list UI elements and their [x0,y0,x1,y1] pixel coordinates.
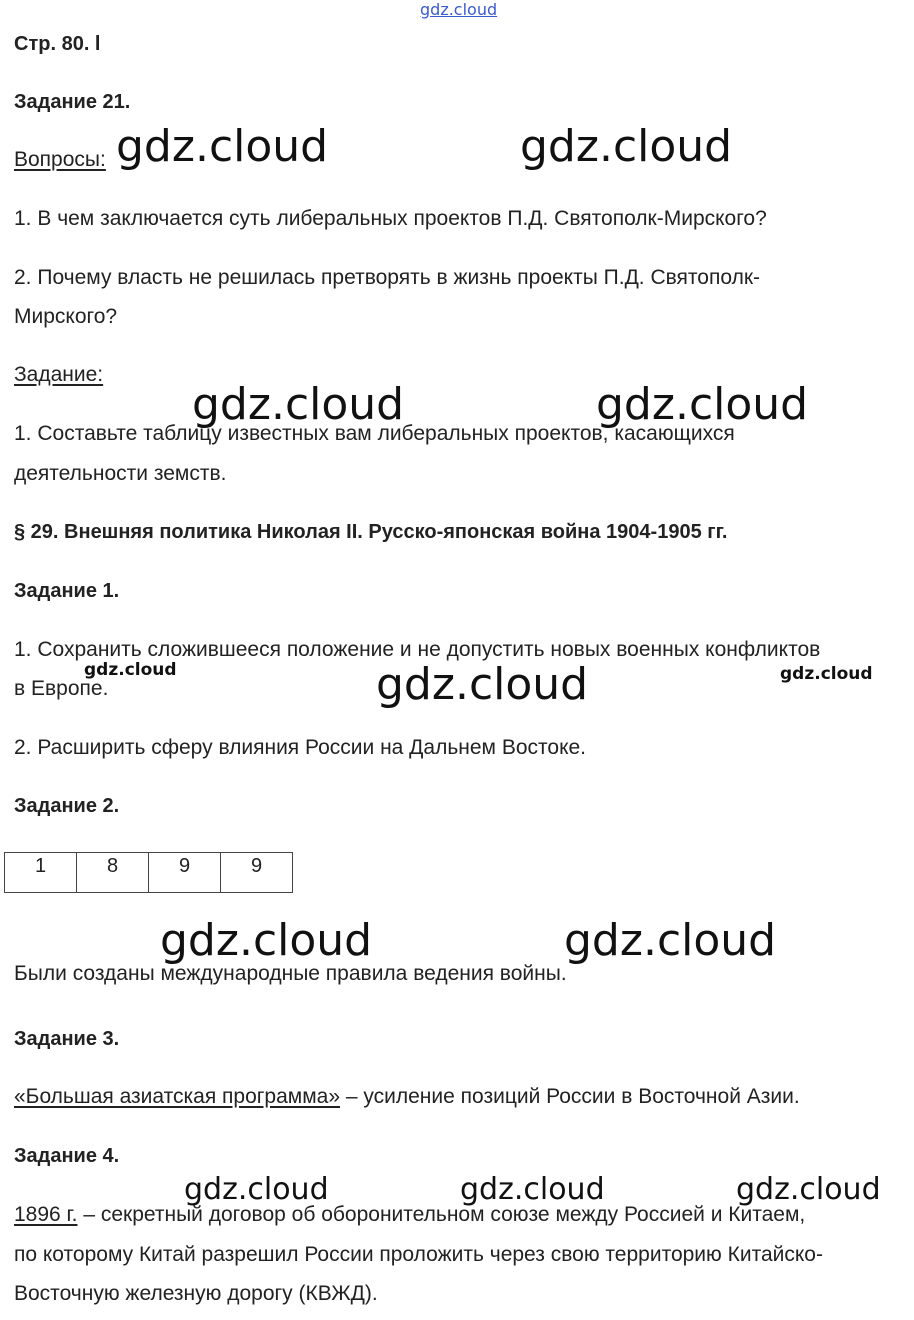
task-1-title: Задание 1. [14,580,120,602]
answer-1-line-1: 1. Сохранить сложившееся положение и не допустить новых военных конфликтов [14,638,821,661]
task-4-line-2: по которому Китай разрешил России проложить через свою территорию Китайско- [14,1243,823,1266]
digit-cell: 1 [5,853,77,893]
watermark: gdz.cloud [780,664,873,684]
watermark: gdz.cloud [116,121,329,172]
watermark-top: gdz.cloud [420,0,498,19]
task-2-title: Задание 2. [14,795,120,817]
watermark: gdz.cloud [184,1172,329,1207]
task-3-answer [14,1084,800,1110]
task-4-line-1 [14,1202,805,1228]
year: 1896 г. [14,1203,78,1226]
watermark: gdz.cloud [84,660,177,680]
definition: – усиление позиций России в Восточной Азии. [340,1085,800,1108]
question-1: 1. В чем заключается суть либеральных проектов П.Д. Святополк-Мирского? [14,207,767,230]
watermark: gdz.cloud [736,1172,881,1207]
digit-cell: 9 [221,853,293,893]
task-item-1-line-2: деятельности земств. [14,462,227,485]
digits-table [4,852,293,893]
term: «Большая азиатская программа» [14,1085,341,1108]
answer-1-line-2: в Европе. [14,677,109,700]
task-3-title: Задание 3. [14,1028,120,1050]
page-reference: Стр. 80. l [14,33,101,55]
watermark: gdz.cloud [160,915,373,966]
question-2-line-1: 2. Почему власть не решилась претворять в жизнь проекты П.Д. Святополк- [14,266,761,289]
task-4-line-3: Восточную железную дорогу (КВЖД). [14,1282,378,1305]
digit-cell: 8 [77,853,149,893]
task-21-title: Задание 21. [14,91,131,113]
watermark: gdz.cloud [376,659,589,710]
answer-2: 2. Расширить сферу влияния России на Дальнем Востоке. [14,736,587,759]
task-4-title: Задание 4. [14,1145,120,1167]
watermark: gdz.cloud [192,379,405,430]
task-2-answer: Были созданы международные правила ведения войны. [14,962,567,985]
task-4-line-1-text: – секретный договор об оборонительном союзе между Россией и Китаем, [77,1203,806,1226]
section-29-title: § 29. Внешняя политика Николая II. Русско-японская война 1904-1905 гг. [14,521,728,543]
question-2-line-2: Мирского? [14,305,118,328]
task-label: Задание: [14,363,104,386]
watermark: gdz.cloud [460,1172,605,1207]
digit-cell: 9 [149,853,221,893]
watermark: gdz.cloud [564,915,777,966]
task-item-1-line-1: 1. Составьте таблицу известных вам либеральных проектов, касающихся [14,422,735,445]
questions-label: Вопросы: [14,148,106,171]
watermark: gdz.cloud [520,121,733,172]
watermark: gdz.cloud [596,379,809,430]
